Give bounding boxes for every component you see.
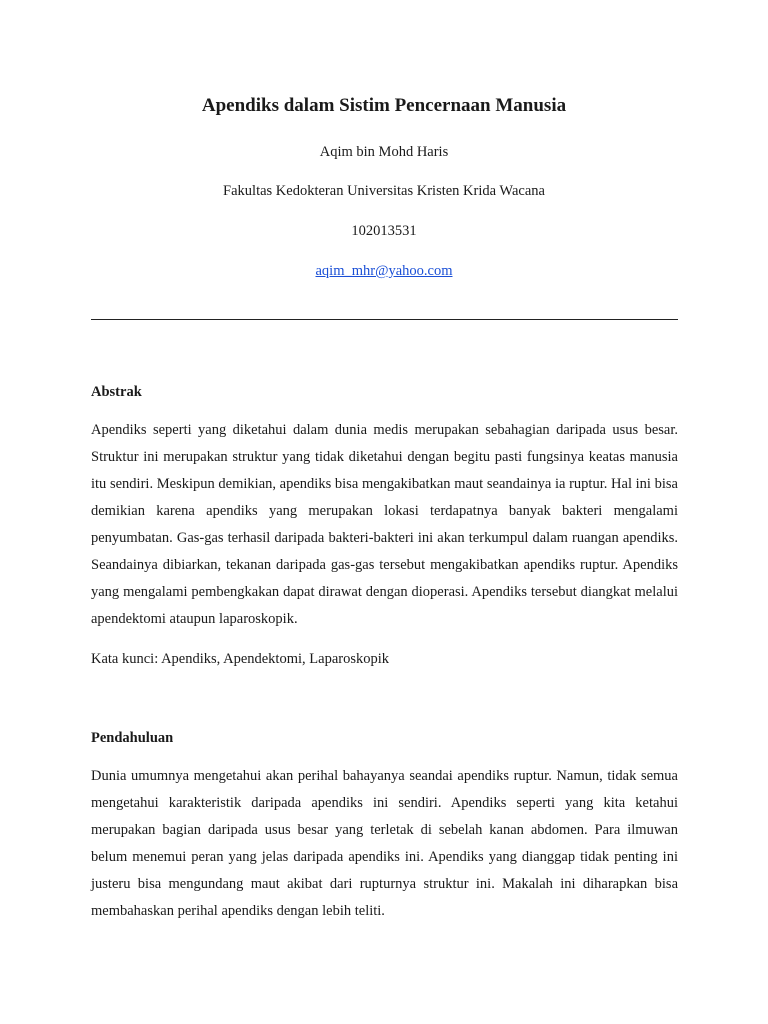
keywords-line: Kata kunci: Apendiks, Apendektomi, Laparoskopik bbox=[91, 651, 390, 667]
student-id: 102013531 bbox=[351, 223, 417, 239]
author-name: Aqim bin Mohd Haris bbox=[319, 144, 449, 160]
author-affiliation: Fakultas Kedokteran Universitas Kristen Krida Wacana bbox=[223, 183, 545, 199]
introduction-paragraph: Dunia umumnya mengetahui akan perihal bahayanya seandai apendiks ruptur. Namun, tidak semua mengetahui karakteristik daripada apendiks ini sendiri. Apendiks seperti yang kita ketahui merupakan bagian daripada usus besar yang terletak di sebelah kanan abdomen. Para ilmuwan belum menemui peran yang jelas daripada apendiks ini. Apendiks yang dianggap tidak penting ini justeru bisa mengundang maut akibat dari rupturnya struktur ini. Makalah ini diharapkan bisa membahaskan perihal apendiks dengan lebih teliti. bbox=[91, 768, 678, 919]
abstract-paragraph: Apendiks seperti yang diketahui dalam dunia medis merupakan sebahagian daripada usus besar. Struktur ini merupakan struktur yang tidak diketahui dengan begitu pasti fungsinya keatas manusia itu sendiri. Meskipun demikian, apendiks bisa mengakibatkan maut seandainya ia ruptur. Hal ini bisa demikian karena apendiks yang merupakan lokasi terdapatnya banyak bakteri mengalami penyumbatan. Gas-gas terhasil daripada bakteri-bakteri ini akan terkumpul dalam ruangan apendiks. Seandainya dibiarkan, tekanan daripada gas-gas tersebut mengakibatkan apendiks ruptur. Apendiks yang mengalami pembengkakan dapat dirawat dengan dioperasi. Apendiks tersebut diangkat melalui apendektomi ataupun laparoskopik. bbox=[91, 422, 678, 627]
email-line bbox=[0, 262, 768, 280]
document-title: Apendiks dalam Sistim Pencernaan Manusia bbox=[201, 95, 567, 116]
horizontal-divider bbox=[91, 319, 678, 320]
introduction-heading: Pendahuluan bbox=[91, 730, 174, 746]
email-link[interactable]: aqim_mhr@yahoo.com bbox=[315, 263, 453, 279]
abstract-heading: Abstrak bbox=[91, 384, 142, 400]
